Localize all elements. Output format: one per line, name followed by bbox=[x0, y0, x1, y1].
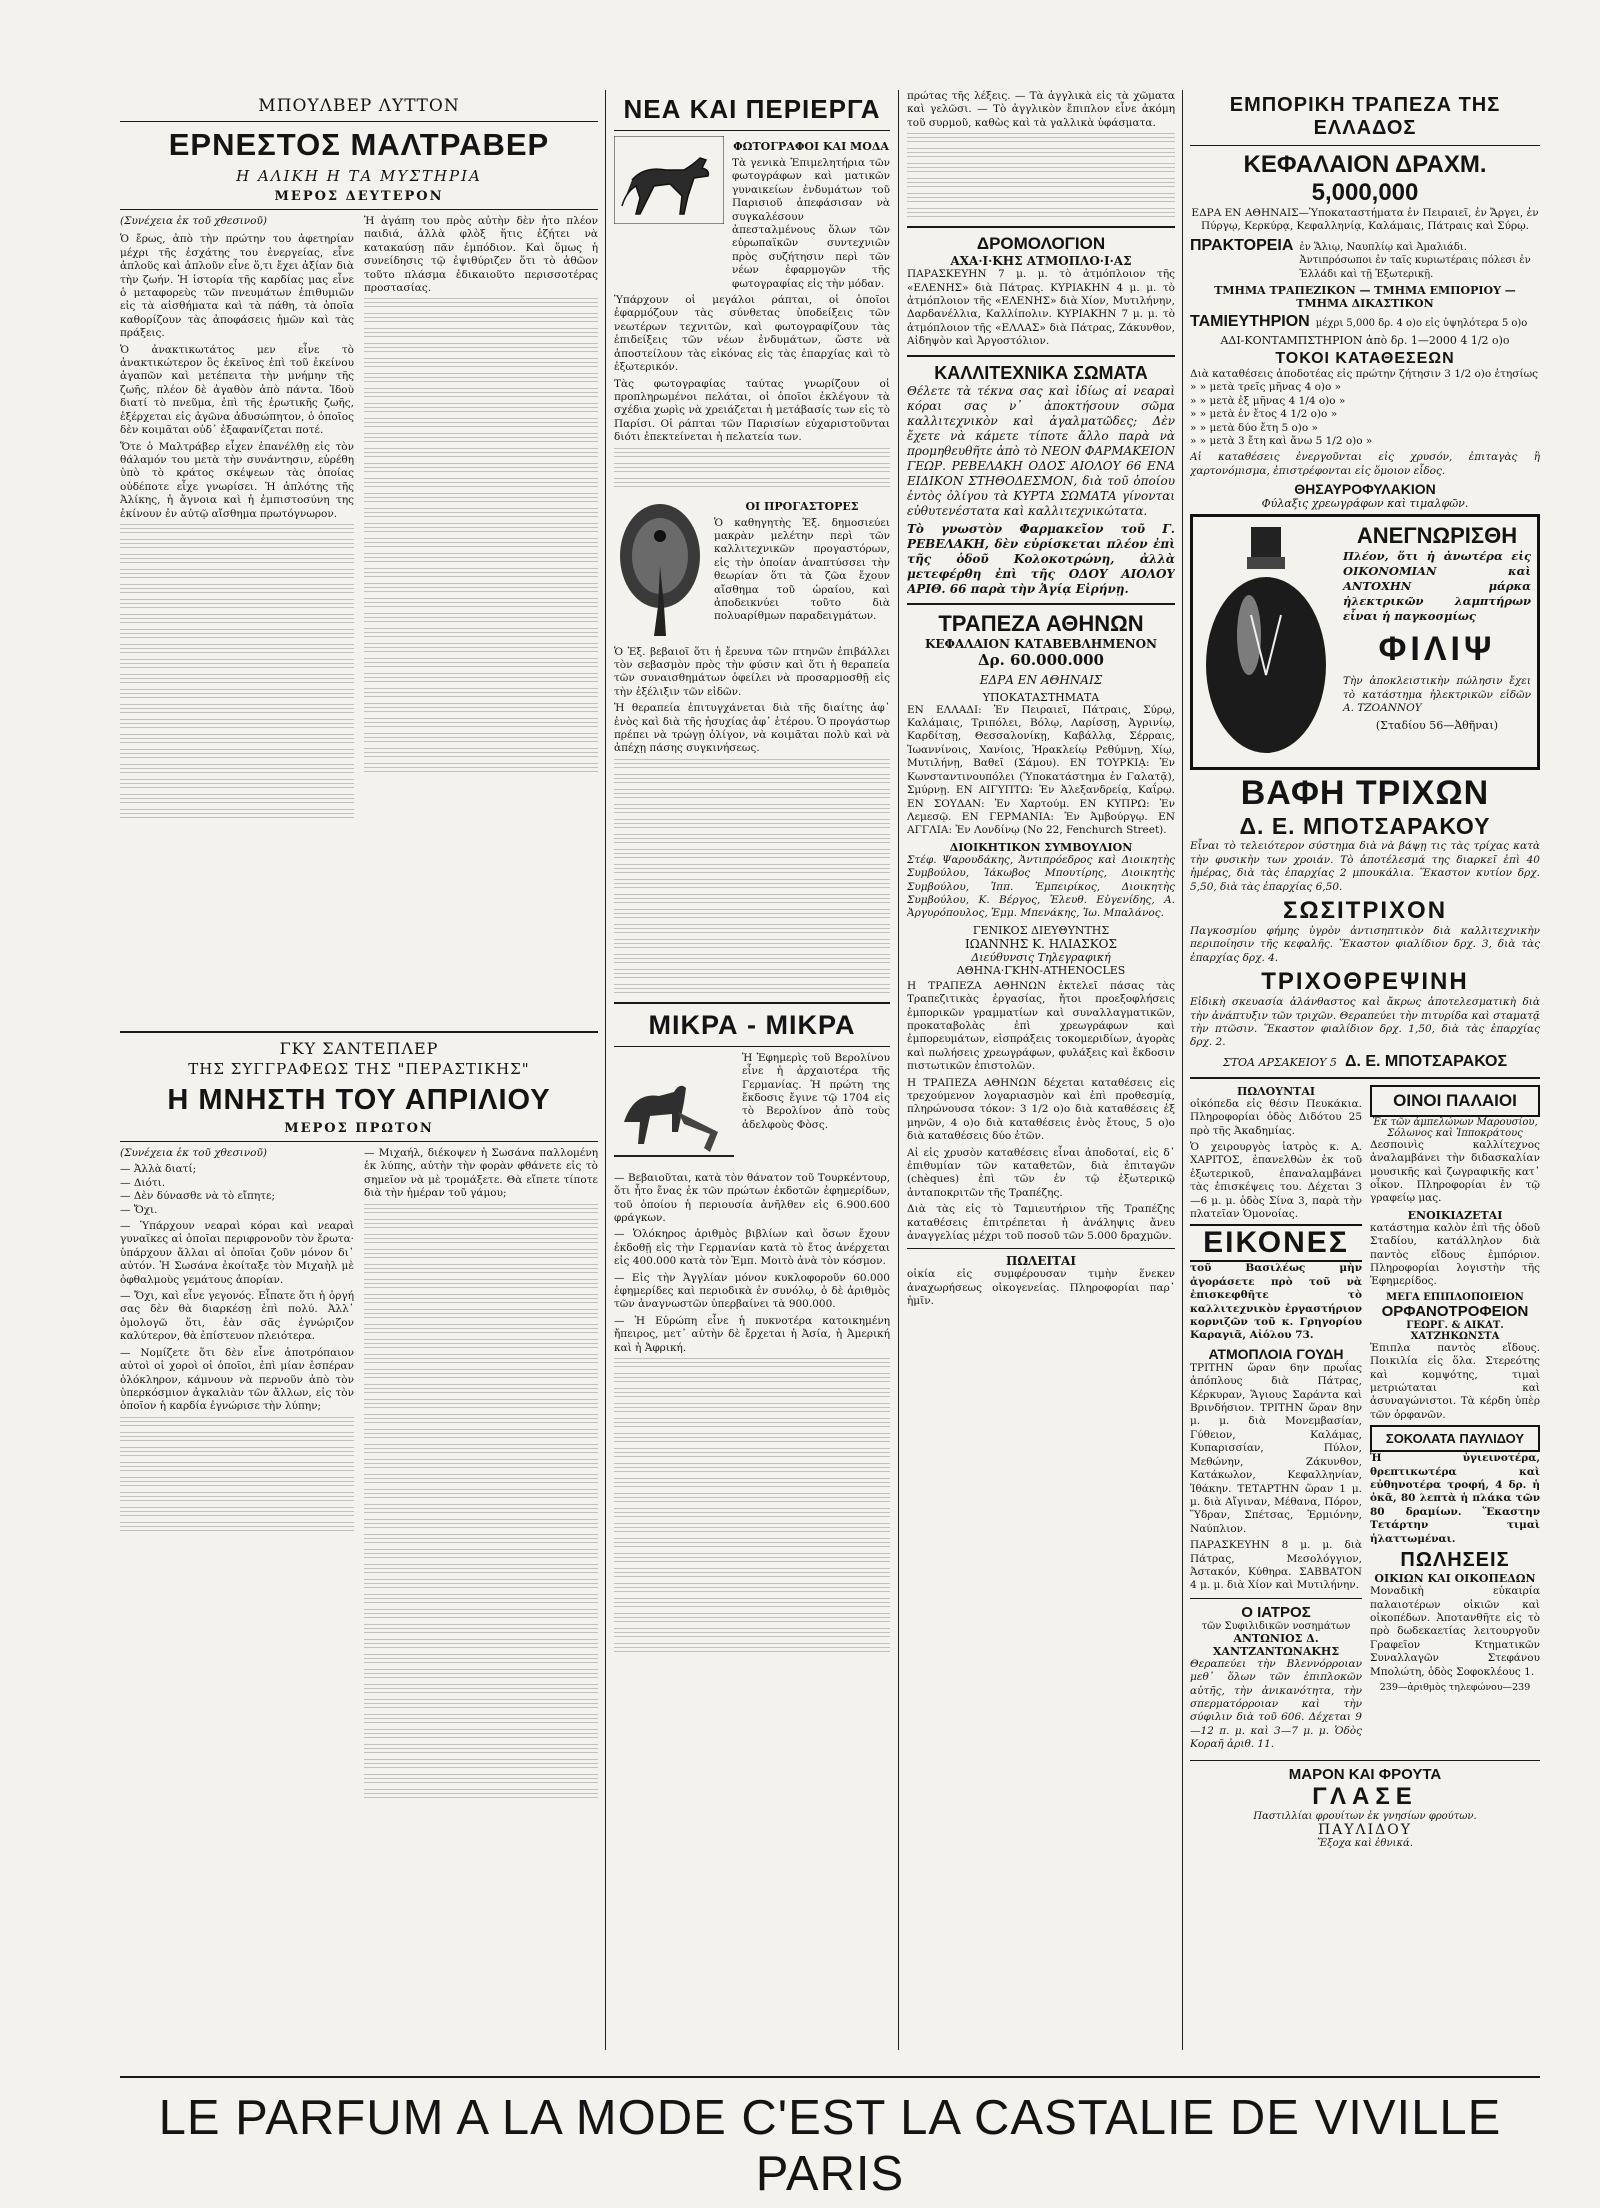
peacock-illustration-icon bbox=[614, 496, 706, 646]
news-paragraph: Ὑπάρχουν οἱ μεγάλοι ράπται, οἱ ὁποῖοι ἐφαρμόζουν τὰς σύνθετας ὑποδείξεις τῶν νεωτέρων τεχνιτῶν, καὶ φωτογραφίζουν τὰς ἐπιδείξεις τῶν νέων ἐνδυμάτων, ὥστε νὰ ἀποστείλουν τὰς εἰκόνας εἰς τὰς ἐπαρχίας καὶ τὸ ἐξωτερικόν. bbox=[614, 294, 890, 374]
bank-paragraph: Η ΤΡΑΠΕΖΑ ΑΘΗΝΩΝ ἐκτελεῖ πάσας τὰς Τραπεζιτικὰς ἐργασίας, ἤτοι προεξοφλήσεις ἐμπορικῶν γραμματίων καὶ συναλλαγματικῶν, προκαταβολὰς ἐπὶ χρεωγράφων καὶ ἐμπορευμάτων, εἰσπράξεις τοκομεριδίων, ἀγορὰς καὶ πωλήσεις χρεωγράφων, φυλάξεις καὶ ἔκδοσιν πιστωτικῶν ἐπιστολῶν. bbox=[907, 979, 1175, 1073]
news-paragraph: — Βεβαιοῦται, κατὰ τὸν θάνατον τοῦ Τουρκέντουρ, ὅτι ἦτο ἔνας ἐκ τῶν πρώτων ἐκδοτῶν ἐφημερίδων, τοῦ ὁποίου ἡ περιουσία ἀνῆλθεν εἰς 6.900.600 φράγκων. bbox=[614, 1171, 890, 1224]
bank-paragraph: Αἱ εἰς χρυσὸν καταθέσεις εἶναι ἀποδοταί, εἰς δ᾽ ἐπιθυμίαν τῶν καταθετῶν, διὰ ἐπιταγῶν (chèques) ἐπὶ τῶν ἐν τῷ ἐξωτερικῷ ἀνταποκριτῶν τῆς Τραπέζης. bbox=[907, 1146, 1175, 1199]
section-head: ΟΙ ΠΡΟΓΑΣΤΟΡΕΣ bbox=[745, 499, 859, 513]
bank-capital-label: ΚΕΦΑΛΑΙΟΝ ΚΑΤΑΒΕΒΛΗΜΕΝΟΝ bbox=[924, 636, 1158, 651]
interest-row: » » μετὰ δύο ἔτη 5 ο)ο » bbox=[1190, 421, 1318, 434]
serial-paragraph: — Ὑπάρχουν νεαραὶ κόραι καὶ νεαραὶ γυναῖκες αἱ ὁποῖαι περιφρονοῦν τὸν ἔρωτα· ὑπάρχουν ἄλλαι αἱ ὁποῖαι ζοῦν μόνον δι᾽ αὐτόν. Ἡ Σωσάνα ἐκοίταξε τὸν Μιχαὴλ μὲ ὀφθαλμοὺς γεμάτους ἀπορίαν. bbox=[120, 1220, 354, 1286]
glase-note: Ἔξοχα καὶ ἐθνικά. bbox=[1317, 1837, 1413, 1849]
savings-head: ΤΑΜΙΕΥΤΗΡΙΟΝ bbox=[1190, 313, 1310, 331]
serial-paragraph: Ὅτε ὁ Μαλτράβερ εἶχεν ἐπανέλθῃ εἰς τὸν θάλαμόν του μετὰ τὴν συνάντησιν, εὑρέθη ὑπὸ τὸ κράτος σκέψεων τὰς ὁποίας οὐδέποτε εἶχε γνωρίσει. Ἡ ἀπλότης τῆς Ἀλίκης, ἡ ἄγνοια καὶ ἡ ἐμπιστοσύνη της ἐκίνουν ἐν αὐτῷ αἴσθημα πρωτόγνωρον. bbox=[120, 440, 354, 520]
bank-branches-head: ΥΠΟΚΑΤΑΣΤΗΜΑΤΑ bbox=[982, 690, 1100, 704]
glase-brand: ΠΑΥΛΙΔΟΥ bbox=[1317, 1821, 1413, 1838]
glase-head: ΓΛΑΣΕ bbox=[1312, 1782, 1418, 1810]
vault-head: ΘΗΣΑΥΡΟΦΥΛΑΚΙΟΝ bbox=[1294, 481, 1436, 498]
glase-text: Παστιλλίαι φρουίτων ἐκ γνησίων φρούτων. bbox=[1253, 1810, 1477, 1822]
notices-column bbox=[907, 90, 1175, 2050]
news-paragraph: — Εἰς τὴν Ἀγγλίαν μόνον κυκλοφοροῦν 60.000 ἐφημερίδες καὶ περιοδικὰ ἐν συνόλῳ, ὁ δὲ ἀριθμὸς τῶν ἀναγνωστῶν ὑπερβαίνει τὰ 900.000. bbox=[614, 1271, 890, 1311]
furniture-owner: ΓΕΩΡΓ. & ΑΙΚΑΤ. ΧΑΤΖΗΚΩΝΣΤΑ bbox=[1406, 1319, 1504, 1342]
sale-text: οἰκία εἰς συμφέρουσαν τιμὴν ἕνεκεν ἀναχωρήσεως οἰκογενείας. Πληροφορίαι παρ᾽ ἡμῖν. bbox=[907, 1268, 1175, 1308]
sositrichon-head: ΣΩΣΙΤΡΙΧΟΝ bbox=[1282, 896, 1448, 924]
perfume-banner: LE PARFUM A LA MODE C'EST LA CASTALIE DE VIVILLE PARIS bbox=[158, 2091, 1502, 2201]
maron-head: ΜΑΡΟΝ ΚΑΙ ΦΡΟΥΤΑ bbox=[1288, 1765, 1442, 1783]
beauty-title: ΚΑΛΛΙΤΕΧΝΙΚΑ ΣΩΜΑΤΑ bbox=[934, 362, 1148, 383]
serial2-text-body bbox=[120, 1147, 598, 1804]
bank-branches: ΕΝ ΕΛΛΑΔΙ: Ἐν Πειραιεῖ, Πάτραις, Σύρῳ, Καλάμαις, Τριπόλει, Βόλῳ, Λαρίσσῃ, Ἀγρινίῳ, Καρδίτσῃ, Θεσσαλονίκῃ, Καβάλλᾳ, Σέρραις, Ἰωαννίνοις, Χανίοις, Ἡρακλείῳ Ρεθύμνῃ, Χίῳ, Μυτιλήνῃ, Βαθεῖ (Σάμου). ΕΝ ΤΟΥΡΚΙᾼ: Ἐν Κωνσταντινουπόλει (Ὑποκατάστημα ἐν Γαλατᾷ), Σμύρνῃ. ΕΝ ΑΙΓΥΠΤΩ: Ἐν Ἀλεξανδρείᾳ, Καΐρῳ. ΕΝ ΣΟΥΔΑΝ: Ἐν Χαρτούμ. ΕΝ ΚΥΠΡΩ: Ἐν Λεμεσῷ. ΕΝ ΓΕΡΜΑΝΙΑ: Ἐν Ἀμβούργῳ. ΕΝ ΑΓΓΛΙΑ: Ἐν Λονδίνῳ (Νο 22, Fenchurch Street). bbox=[907, 703, 1175, 837]
serial-text-body bbox=[120, 215, 598, 1025]
serial-paragraph: — Νομίζετε ὅτι δὲν εἶνε ἀποτρόπαιον αὐτοὶ οἱ χοροὶ οἱ ὁποῖοι, ἐπὶ μίαν ἑσπέραν ὁλόκληρον, κάμνουν νὰ περνοῦν ἀπὸ τὸν ὑπερκόσμιον ἀγκαλιὰν τῶν ἄλλων, εἰς τὸν ὁποῖον ἡ καρδία ἐγνώρισε τὴν λύπην; bbox=[120, 1346, 354, 1413]
savings-address: ΑΔΙ-ΚΟΝΤΑΜΠΣΤΗΡΙΟΝ ἀπὸ δρ. 1—2000 4 1/2 ο)ο bbox=[1220, 334, 1510, 348]
notice-paragraph: πρώτας τῆς λέξεις. — Τὰ ἀγγλικὰ εἰς τὰ χῶματα καὶ γελῶσι. — Τὸ ἀγγλικὸν ἔπιπλον εἶνε ἀκόμη τοῦ συρμοῦ, καθὼς καὶ τὰ γαλλικὰ ὑφάσματα. bbox=[907, 90, 1175, 129]
dialogue-line: — Διότι. bbox=[120, 1176, 166, 1189]
vault-subtitle: Φύλαξις χρεωγράφων καὶ τιμαλφῶν. bbox=[1261, 497, 1469, 511]
doctor-text: Θεραπεύει τὴν Βλεννόρροιαν μεθ᾽ ὅλων τῶν ἐπιπλοκῶν αὐτῆς, τὴν ἀνικανότητα, τὴν σπερματόρροιαν καὶ τὴν σύφιλιν διὰ τοῦ 606. Δέχεται 9—12 π. μ. καὶ 3—7 μ. μ. Ὁδὸς Κοραῆ ἀριθ. 11. bbox=[1190, 1657, 1362, 1751]
serial-paragraph: Ἡ ἀγάπη του πρὸς αὐτὴν δὲν ἦτο πλέον παιδιά, ἀλλὰ φλὸξ ἥτις ἐζήτει νὰ κατακαύσῃ πᾶν ἐμπόδιον. Καὶ ὅμως ἡ συνείδησις τῷ ἐψιθύριζεν ὅτι τὸ ἀθῶον τοῦτο πλάσμα ἐδικαιοῦτο περισσοτέρας προστασίας. bbox=[364, 215, 598, 295]
greyhound-illustration-icon bbox=[614, 136, 724, 224]
furniture-name: ΟΡΦΑΝΟΤΡΟΦΕΙΟΝ bbox=[1381, 1302, 1529, 1320]
interest-table bbox=[1190, 368, 1540, 448]
sale-head: ΠΩΛΕΙΤΑΙ bbox=[1006, 1254, 1076, 1269]
store-line: ΣΤΟΑ ΑΡΣΑΚΕΙΟΥ 5 bbox=[1222, 1055, 1337, 1069]
commercial-bank-name: ΕΜΠΟΡΙΚΗ ΤΡΑΠΕΖΑ ΤΗΣ ΕΛΛΑΔΟΣ bbox=[1229, 94, 1501, 139]
interest-row: » » μετὰ ἐν ἔτος 4 1/2 ο)ο » bbox=[1190, 408, 1338, 421]
bank-seat: ΕΔΡΑ ΕΝ ΑΘΗΝΑΙΣ bbox=[979, 672, 1103, 687]
agencies-head: ΠΡΑΚΤΟΡΕΙΑ bbox=[1190, 236, 1294, 254]
board-head: ΔΙΟΙΚΗΤΙΚΟΝ ΣΥΜΒΟΥΛΙΟΝ bbox=[949, 840, 1133, 854]
sales-text: Μοναδικὴ εὐκαιρία παλαιοτέρων οἰκιῶν καὶ οἰκοπέδων. Ἀποτανθῆτε εἰς τὸ πρὸ δωδεκαετίας λειτουργοῦν Γραφεῖον Κτηματικῶν Συναλλαγῶν Στεφάνου Μπολώτη, ὁδὸς Σοφοκλέους 1. bbox=[1370, 1585, 1540, 1678]
lamp-head: ΑΝΕΓΝΩΡΙΣΘΗ bbox=[1356, 523, 1518, 549]
ads-lower-grid bbox=[1190, 1085, 1540, 1755]
departments: ΤΜΗΜΑ ΤΡΑΠΕΖΙΚΟΝ — ΤΜΗΜΑ ΕΜΠΟΡΙΟΥ — ΤΜΗΜΑ ΔΙΚΑΣΤΙΚΟΝ bbox=[1214, 284, 1516, 311]
gm-head: ΓΕΝΙΚΟΣ ΔΙΕΥΘΥΝΤΗΣ bbox=[972, 923, 1110, 937]
chocolate-text: Ἡ ὑγιεινοτέρα, θρεπτικωτέρα καὶ εὐθηνοτέρα τροφή, 4 δρ. ἡ ὀκᾶ, 80 λεπτὰ ἡ πλάκα τῶν 80 δραμίων. Ἕκαστην Τετάρτην τιμαὶ ἡλαττωμέναι. bbox=[1370, 1452, 1540, 1545]
bank-athens-title: ΤΡΑΠΕΖΑ ΑΘΗΝΩΝ bbox=[938, 610, 1144, 636]
column-rule bbox=[898, 90, 899, 2050]
dialogue-line: — Ὄχι. bbox=[120, 1203, 158, 1216]
beauty-text: Τὸ γνωστὸν Φαρμακεῖον τοῦ Γ. ΡΕΒΕΛΑΚΗ, δὲν εὑρίσκεται πλέον ἐπὶ τῆς ὁδοῦ Κολοκοτρώνη, ἀλλὰ μετεφέρθη ἐπὶ τῆς ΟΔΟΥ ΑΙΟΛΟΥ ΑΡΙΘ. 66 παρὰ τὴν Ἁγίᾳ Εἰρήνῃ. bbox=[907, 521, 1175, 596]
lamp-text: Πλέον, ὅτι ἡ ἀνωτέρα εἰς ΟΙΚΟΝΟΜΙΑΝ καὶ ΑΝΤΟΧΗΝ μάρκα ἠλεκτρικῶν λαμπτήρων εἶναι ἡ παγκοσμίως bbox=[1343, 549, 1531, 624]
route-subtitle: ΑΧΑ·Ι·ΚΗΣ ΑΤΜΟΠΛΟ·Ι·ΑΣ bbox=[950, 254, 1132, 269]
doctor-head: Ο ΙΑΤΡΟΣ bbox=[1241, 1603, 1311, 1621]
savings-note: μέχρι 5,000 δρ. 4 ο)ο εἰς ὑψηλότερα 5 ο)ο bbox=[1315, 318, 1528, 330]
serial-subtitle: Η ΑΛΙΚΗ Η ΤΑ ΜΥΣΤΗΡΙΑ bbox=[236, 167, 482, 185]
house-head: ΠΩΛΟΥΝΤΑΙ bbox=[1236, 1084, 1316, 1098]
news-column bbox=[614, 90, 890, 2050]
doctor-name: ΑΝΤΩΝΙΟΣ Δ. ΧΑΝΤΖΑΝΤΩΝΑΚΗΣ bbox=[1212, 1631, 1340, 1658]
icons-text: τοῦ Βασιλέως μὴν ἀγοράσετε πρὸ τοῦ νὰ ἐπισκεφθῆτε τὸ καλλιτεχνικὸν ἐργαστήριον κορνιζῶν τοῦ κ. Γρηγορίου Καραγιᾶ, Αἰόλου 73. bbox=[1190, 1262, 1362, 1342]
interest-row: Διὰ καταθέσεις ἀποδοτέας εἰς πρώτην ζήτησιν 3 1/2 ο)ο ἐτησίως bbox=[1190, 368, 1539, 381]
banner-rule bbox=[120, 2076, 1540, 2078]
serial-column bbox=[120, 90, 598, 2050]
commercial-bank-seat: ΕΔΡΑ ΕΝ ΑΘΗΝΑΙΣ—Ὑποκαταστήματα ἐν Πειραιεῖ, ἐν Ἄργει, ἐν Πύργῳ, Κερκύρᾳ, Κεφαλληνίᾳ, Καλάμαις, Πάτραις καὶ Σύρῳ. bbox=[1191, 207, 1539, 233]
rent-head: ΕΝΟΙΚΙΑΖΕΤΑΙ bbox=[1407, 1208, 1503, 1222]
horse-plough-illustration-icon bbox=[614, 1052, 734, 1172]
serial2-author: ΓΚΥ ΣΑΝΤΕΠΛΕΡ bbox=[279, 1039, 439, 1058]
interest-note: Αἱ καταθέσεις ἐνεργοῦνται εἰς χρυσόν, ἐπιταγὰς ἢ χαρτονόμισμα, ἐπιστρέφονται εἰς ὅμοιον εἶδος. bbox=[1190, 451, 1540, 477]
ship-text: ΤΡΙΤΗΝ ὥραν 6ην πρωΐας ἀπόπλους διὰ Πάτρας, Κέρκυραν, Ἅγιους Σαράντα καὶ Βρινδήσιον. ΤΡΙΤΗΝ ὥραν 8ην μ. μ. διὰ Μονεμβασίαν, Γύθειον, Καλάμας, Κυπαρισσίαν, Πύλον, Μεθώνην, Ζάκυνθον, Κατάκωλον, Κεφαλληνίαν, Ἰθάκην. ΤΕΤΑΡΤΗΝ ὥραν 1 μ. μ. διὰ Αἴγιναν, Μέθανα, Πόρον, Ὕδραν, Σπέτσας, Ἑρμιόνην, Ναύπλιον. bbox=[1190, 1361, 1362, 1535]
serial-paragraph: Ὁ ἔρως, ἀπὸ τὴν πρώτην του ἀφετηρίαν μέχρι τῆς ἐσχάτης του ἐνεργείας, εἶνε ἀπλοῦς καὶ ἁπλοῦν εἶνε ὅ,τι ἔχει ἀξίαν διὰ τὴν ζωήν. Ἡ ἱστορία τῆς καρδίας μας εἶνε ὁ μεταφορεὺς τῶν πνευμάτων ἐπιθυμιῶν εἰς τὰ αἰσθήματα καὶ τὰ πάθη, τὰ ὁποῖα καθορίζουν τὰς ἀποφάσεις ἡμῶν καὶ τὰς πράξεις. bbox=[120, 233, 354, 340]
news-paragraph: Ὁ καθηγητὴς Ἑξ. δημοσιεύει μακρὰν μελέτην περὶ τῶν καλλιτεχνικῶν προγαστόρων, εἰς τὴν ὁποίαν ἀναπτύσσει τὴν θεωρίαν ὅτι τὰ ζῶα ἔχουν αἴσθημα τοῦ ὡραίου, καὶ ἀποδεικνύει τοῦτο διὰ πολυαρίθμων παραδειγμάτων. bbox=[714, 516, 890, 623]
route-title: ΔΡΟΜΟΛΟΓΙΟΝ bbox=[976, 234, 1106, 254]
continued-note: (Συνέχεια ἐκ τοῦ χθεσινοῦ) bbox=[120, 1147, 267, 1159]
route-text: ΠΑΡΑΣΚΕΥΗΝ 7 μ. μ. τὸ ἀτμόπλοιον τῆς «ΕΛΕΝΗΣ» διὰ Πάτρας. ΚΥΡΙΑΚΗΝ 4 μ. μ. τὸ ἀτμόπλοιον τῆς «ΕΛΕΝΗΣ» διὰ Χίον, Μυτιλήνην, Δαρδανέλλια, Καλλίπολιν. ΚΥΡΙΑΚΗΝ 7 μ. μ. τὸ ἀτμόπλοιον τῆς «ΕΛΛΑΣ» διὰ Πάτρας, Ζάκυνθον, Αἰδηψὸν καὶ Ἀργοστόλιον. bbox=[907, 268, 1175, 348]
serial-paragraph: — Ὄχι, καὶ εἶνε γεγονός. Εἶπατε ὅτι ἡ ὀργή σας δὲν θὰ διαρκέσῃ ἐπὶ πολύ. Ἀλλ᾽ ὁμολογῶ ὅτι, ἐὰν σᾶς ἐγνώριζον καλύτερον, θὰ ἐπίστευον πλειότερα. bbox=[120, 1290, 354, 1343]
gm-name: ΙΩΑΝΝΗΣ Κ. ΗΛΙΑΣΚΟΣ bbox=[964, 936, 1118, 951]
chocolate-head: ΣΟΚΟΛΑΤΑ ΠΑΥΛΙΔΟΥ bbox=[1370, 1425, 1540, 1452]
philips-lamp-ad bbox=[1190, 514, 1540, 770]
serial-title: ΕΡΝΕΣΤΟΣ ΜΑΛΤΡΑΒΕΡ bbox=[168, 127, 550, 162]
hair-dye-text: Εἶναι τὸ τελειότερον σύστημα διὰ νὰ βάψῃ τις τὰς τρίχας κατὰ τὴν φυσικὴν των χροιάν. Τὸ ἀποτέλεσμά της διαρκεῖ ἐπὶ 40 ἡμέρας, διὰ τὰς ἐπαρχίας 2 μπουκάλια. Ἕκαστον κυτίον δρχ. 5,50, διὰ τὰς ἐπαρχίας 6,50. bbox=[1190, 840, 1540, 893]
column-rule bbox=[605, 90, 606, 2050]
lamp-dealer: Τὴν ἀποκλειστικὴν πώλησιν ἔχει τὸ κατάστημα ἠλεκτρικῶν εἰδῶν Α. ΤΖΟΑΝΝΟΥ bbox=[1343, 675, 1531, 715]
interest-head: ΤΟΚΟΙ ΚΑΤΑΘΕΣΕΩΝ bbox=[1275, 350, 1455, 368]
old-wines-text: Δεσποινὶς καλλίτεχνος ἀναλαμβάνει τὴν διδασκαλίαν μουσικῆς καὶ ζωγραφικῆς κατ᾽ οἶκον. Πληροφορίαι ἐν τῷ γραφείῳ μας. bbox=[1370, 1138, 1540, 1205]
agencies-text: ἐν Ἅλιῳ, Ναυπλίῳ καὶ Ἀμαλιάδι. Ἀντιπρόσωποι ἐν ταῖς κυριωτέραις πόλεσι ἐν Ἑλλάδι καὶ τῇ Ἐξωτερικῇ. bbox=[1299, 241, 1531, 280]
column-rule bbox=[1182, 90, 1183, 2050]
news-paragraph: Τὰ γενικὰ Ἐπιμελητήρια τῶν φωτογράφων καὶ ματικῶν γυναικείων ἐνδυμάτων τοῦ Παρισιοῦ ἀπεφάσισαν νὰ συγκαλέσουν ἀπεσταλμένους ὅλων τῶν εὐρωπαϊκῶν συντεχνιῶν πρὸς συζήτησιν περὶ τῶν νέων ἐφαρμογῶν τῆς φωτογραφίας εἰς τὴν μόδαν. bbox=[732, 157, 890, 290]
beauty-text: Θέλετε τὰ τέκνα σας καὶ ἰδίως αἱ νεαραὶ κόραι σας ν᾽ ἀποκτήσουν σῶμα καλλιτεχνικὸν καὶ ἀγαλματῶδες; Δὲν ἔχετε νὰ κάμετε τίποτε ἄλλο παρὰ νὰ προμηθευθῆτε ἀπὸ τὸ ΝΕΟΝ ΦΑΡΜΑΚΕΙΟΝ ΓΕΩΡ. ΡΕΒΕΛΑΚΗ ΟΔΟΣ ΑΙΟΛΟΥ 66 ΕΝΑ ΕΙΔΙΚΟΝ ΣΤΗΘΟΔΕΣΜΟΝ, διὰ τοῦ ὁποίου ἐντὸς ὀλίγου τὰ ΚΥΡΤΑ ΣΩΜΑΤΑ γίνονται εὐθυτενέστατα καὶ καλλιτεχνικώτατα. bbox=[907, 383, 1175, 518]
serial-paragraph: Ὁ ἀνακτικωτάτος μεν εἶνε τὸ ἀνακτικώτερον ὃς ἐκεῖνος ἐπὶ τοῦ ἐκείνου ἀγαπῶν καὶ μετέπειτα τὴν μνήμην τῆς ζωῆς, πλέον δὲ ἀγαθὸν ἀπὸ πάντα. Ἰδοὺ διατί τὸ πνεῦμα, ἐπὶ τῆς ἐρωτικῆς ζωῆς, ἐξέρχεται εἰς ἀγῶνα ἀδυσώπητον, ὁ ὁποῖος δὲν κοιμᾶται οὐδ᾽ ἐξαφανίζεται ποτέ. bbox=[120, 343, 354, 437]
ship-head: ΑΤΜΟΠΛΟΙΑ ΓΟΥΔΗ bbox=[1208, 1345, 1344, 1362]
bank-paragraph: Η ΤΡΑΠΕΖΑ ΑΘΗΝΩΝ δέχεται καταθέσεις εἰς τρεχούμενον λογαριασμὸν καὶ ἐπὶ προθεσμίᾳ, πληρώνουσα τόκον: 3 1/2 ο)ο διὰ καταθέσεις ἐξ μηνῶν, 4 ο)ο διὰ καταθέσεις ἑνὸς ἔτους, 5 ο)ο διὰ καταθέσεις δύο ἐτῶν. bbox=[907, 1076, 1175, 1143]
hair-dye-head: ΒΑΦΗ ΤΡΙΧΩΝ bbox=[1240, 774, 1490, 813]
interest-row: » » μετὰ 3 ἔτη καὶ ἄνω 5 1/2 ο)ο » bbox=[1190, 435, 1373, 448]
news-paragraph: Τὰς φωτογραφίας ταύτας γνωρίζουν οἱ προπληρωμένοι πελάται, οἱ ὁποῖοι ἐκλέγουν τὰ σχέδια χωρὶς νὰ χρειάζεται ἡ μετάβασίς των εἰς τὸ Παρίσι. Οἱ ράπται τῶν Παρισίων εὐχαριστοῦνται διότι ἐπεκτείνεται ἡ πελατεία των. bbox=[614, 377, 890, 444]
continued-note: (Συνέχεια ἐκ τοῦ χθεσινοῦ) bbox=[120, 215, 267, 227]
telegram-head: Διεύθυνσις Τηλεγραφική bbox=[971, 950, 1111, 964]
serial-author: ΜΠΟΥΛΒΕΡ ΛΥΤΤΟΝ bbox=[258, 96, 460, 116]
news-paragraph: — Ἡ Εὐρώπη εἶνε ἡ πυκνοτέρα κατοικημένη ἤπειρος, μετ᾽ αὐτὴν δὲ ἔρχεται ἡ Ἀσία, ἡ Ἀμερική καὶ ἡ Ἀφρική. bbox=[614, 1314, 890, 1354]
ads-column bbox=[1190, 90, 1540, 2050]
trichothrepsini-text: Εἰδικὴ σκευασία ἀλάνθαστος καὶ ἄκρως ἀποτελεσματικὴ διὰ τὴν ἀνάπτυξιν τῶν τριχῶν. Θεραπεύει τὴν πιτυρίδα καὶ σταματᾷ τὴν πτῶσιν. Ἕκαστον φιαλίδιον δρχ. 1,50, διὰ τὰς ἐπαρχίας δρχ. 2. bbox=[1190, 996, 1540, 1049]
lamp-brand: ΦΙΛΙΨ bbox=[1378, 630, 1496, 669]
doctor-subtitle: τῶν Συφιλιδικῶν νοσημάτων bbox=[1201, 1620, 1351, 1632]
commercial-bank-capital: ΚΕΦΑΛΑΙΟΝ ΔΡΑΧΜ. 5,000,000 bbox=[1243, 151, 1487, 206]
section-head: ΦΩΤΟΓΡΑΦΟΙ ΚΑΙ ΜΟΔΑ bbox=[733, 140, 889, 153]
news-paragraph: Ὁ Ἑξ. βεβαιοῖ ὅτι ἡ ἔρευνα τῶν πτηνῶν ἐπιβάλλει τὸν σεβασμὸν πρὸς τὴν φύσιν καὶ ὅτι ἡ θεραπεία τῶν συναισθημάτων ὀφείλει νὰ προσαρμοσθῇ εἰς τὴν ἐξέλιξιν τῶν εἰδῶν. bbox=[614, 645, 890, 698]
old-wines-head: ΟΙΝΟΙ ΠΑΛΑΙΟΙ bbox=[1370, 1085, 1540, 1117]
house-text: οἰκόπεδα εἰς θέσιν Πευκάκια. Πληροφορίαι ὁδὸς Διδότου 25 πρὸ τῆς Ἀκαδημίας. bbox=[1190, 1097, 1362, 1137]
interest-row: » » μετὰ τρεῖς μῆνας 4 ο)ο » bbox=[1190, 381, 1342, 394]
icons-head: ΕΙΚΟΝΕΣ bbox=[1190, 1224, 1362, 1262]
telegram-address: ΑΘΗΝΑ·ΓΚΗΝ-ATHENOCLES bbox=[956, 963, 1126, 977]
hair-dye-brand: Δ. Ε. ΜΠΟΤΣΑΡΑΚΟΥ bbox=[1239, 813, 1491, 840]
dialogue-line: — Δὲν δύνασθε νὰ τὸ εἴπητε; bbox=[120, 1190, 276, 1203]
news-paragraph: Ἡ Ἐφημερὶς τοῦ Βερολίνου εἶνε ἡ ἀρχαιοτέρα τῆς Γερμανίας. Ἡ πρώτη της ἔκδοσις ἔγινε τῷ 1704 εἰς τὸ Βερολίνον ἀπὸ τοὺς ἀδελφοὺς Φὸσς. bbox=[742, 1051, 890, 1131]
sositrichon-text: Παγκοσμίου φήμης ὑγρὸν ἀντισηπτικὸν διὰ καλλιτεχνικὴν περιποίησιν τῆς κεφαλῆς. Ἕκαστον φιαλίδιον δρχ. 3, διὰ τὰς ἐπαρχίας δρχ. 4. bbox=[1190, 924, 1540, 964]
furniture-text: Ἐπιπλα παντὸς εἴδους. Ποικιλία εἰς ὅλα. Στερεότης καὶ κομψότης, τιμαὶ μετριώταται καὶ ἀσυναγώνιστοι. Τὰ κέρδη ὑπὲρ τῶν ὀρφανῶν. bbox=[1370, 1341, 1540, 1421]
lamp-address: (Σταδίου 56—Ἀθῆναι) bbox=[1375, 718, 1499, 732]
ship-text: ΠΑΡΑΣΚΕΥΗΝ 8 μ. μ. διὰ Πάτρας, Μεσολόγγιον, Ἀστακόν, Κύθηρα. ΣΑΒΒΑΤΟΝ 4 μ. μ. διὰ Χίον καὶ Μυτιλήνην. bbox=[1190, 1539, 1362, 1592]
old-wines-subtitle: Ἐκ τῶν ἀμπελώνων Μαρουσίου, Σόλωνος καὶ Ἱπποκράτους bbox=[1372, 1116, 1538, 1139]
board-text: Στέφ. Ψαρουδάκης, Ἀντιπρόεδρος καὶ Διοικητὴς Συμβούλου, Ἰάκωβος Μπουτίρης, Διοικητὴς Συμβούλου, Ἰππ. Ἐμπειρίκος, Διοικητὴς Συμβούλου, Κ. Βέργος, Ἐλευθ. Εὐγενίδης, Α. Ἀργυρόπουλος, Ἐμμ. Μπενάκης, Ἰω. Μπαλάνος. bbox=[907, 853, 1175, 920]
bank-paragraph: Διὰ τὰς εἰς τὸ Ταμιευτήριον τῆς Τραπέζης καταθέσεις ἐπιτρέπεται ἡ ἀνάληψις ἄνευ ἀναγγελίας μέχρι τοῦ ποσοῦ τῶν 5.000 δραχμῶν. bbox=[907, 1203, 1175, 1243]
rent-text: κατάστημα καλὸν ἐπὶ τῆς ὁδοῦ Σταδίου, κατάλληλον διὰ παντὸς εἴδους ἐμπόριον. Πληροφορίαι λογιστὴν τῆς Ἑφημερίδος. bbox=[1370, 1221, 1540, 1288]
store-brand: Δ. Ε. ΜΠΟΤΣΑΡΑΚΟΣ bbox=[1344, 1052, 1508, 1070]
news-paragraph: — Ὁλόκηρος ἀριθμὸς βιβλίων καὶ ὅσων ἔχουν ἐκδοθῇ εἰς τὴν Γερμανίαν κατὰ τὸ ἔτος ἀνέρχεται εἰς 400.000 κατὰ τὸν Ἑμπ. Μοιτὸ ἀνὰ τὸν κόσμον. bbox=[614, 1228, 890, 1268]
newspaper-page bbox=[120, 90, 1540, 2080]
news-title: ΝΕΑ ΚΑΙ ΠΕΡΙΕΡΓΑ bbox=[623, 94, 881, 124]
serial2-title: Η ΜΝΗΣΤΗ ΤΟΥ ΑΠΡΙΛΙΟΥ bbox=[167, 1084, 551, 1116]
sales-phone: 239—ἀριθμὸς τηλεφώνου—239 bbox=[1379, 1681, 1531, 1693]
dialogue-line: — Ἀλλὰ διατί; bbox=[120, 1163, 197, 1176]
serial2-byline: ΤΗΣ ΣΥΓΓΡΑΦΕΩΣ ΤΗΣ "ΠΕΡΑΣΤΙΚΗΣ" bbox=[188, 1060, 530, 1078]
furniture-head: ΜΕΓΑ ΕΠΙΠΛΟΠΟΙΕΙΟΝ bbox=[1386, 1291, 1524, 1303]
serial-paragraph: — Μιχαήλ, διέκοψεν ἡ Σωσάνα παλλομένη ἐκ λύπης, αὐτὴν τὴν φορὰν φθάνετε εἰς τὸ σημεῖον νὰ μὲ τρομάξετε. Θὰ εἴπετε τίποτε διὰ τὴν ἡμέραν τοῦ γάμου; bbox=[364, 1147, 598, 1200]
interest-row: » » μετὰ ἐξ μῆνας 4 1/4 ο)ο » bbox=[1190, 394, 1346, 407]
sales-subtitle: ΟΙΚΙΩΝ ΚΑΙ ΟΙΚΟΠΕΔΩΝ bbox=[1374, 1572, 1536, 1586]
serial2-part: ΜΕΡΟΣ ΠΡΩΤΟΝ bbox=[284, 1121, 434, 1136]
trichothrepsini-head: ΤΡΙΧΟΘΡΕΨΙΝΗ bbox=[1261, 968, 1469, 996]
serial-part: ΜΕΡΟΣ ΔΕΥΤΕΡΟΝ bbox=[274, 189, 444, 204]
surgeon-text: Ὁ χειρουργὸς ἰατρὸς κ. Α. ΧΑΡΙΤΟΣ, ἐπανελθὼν ἐκ τοῦ ἐξωτερικοῦ, ἐπαναλαμβάνει τὰς ἐπισκέψεις του. Δέχεται 3—6 μ. μ. ὁδὸς Σίνα 3, παρὰ τὴν πλατεῖαν Ὁμονοίας. bbox=[1190, 1140, 1362, 1220]
news-paragraph: Ἡ θεραπεία ἐπιτυγχάνεται διὰ τῆς διαίτης ἀφ᾽ ἑνὸς καὶ διὰ τῆς ἡσυχίας ἀφ᾽ ἑτέρου. Ὁ προγάστωρ πρέπει νὰ τρώγῃ ὀλίγον, νὰ κοιμᾶται πολὺ καὶ νὰ ἀπέχῃ πάσης συγκινήσεως. bbox=[614, 702, 890, 755]
bank-capital-amount: Δρ. 60.000.000 bbox=[978, 650, 1104, 669]
light-bulb-icon bbox=[1201, 525, 1331, 757]
sales-head: ΠΩΛΗΣΕΙΣ bbox=[1400, 1549, 1510, 1572]
small-news-title: ΜΙΚΡΑ - ΜΙΚΡΑ bbox=[648, 1009, 856, 1040]
